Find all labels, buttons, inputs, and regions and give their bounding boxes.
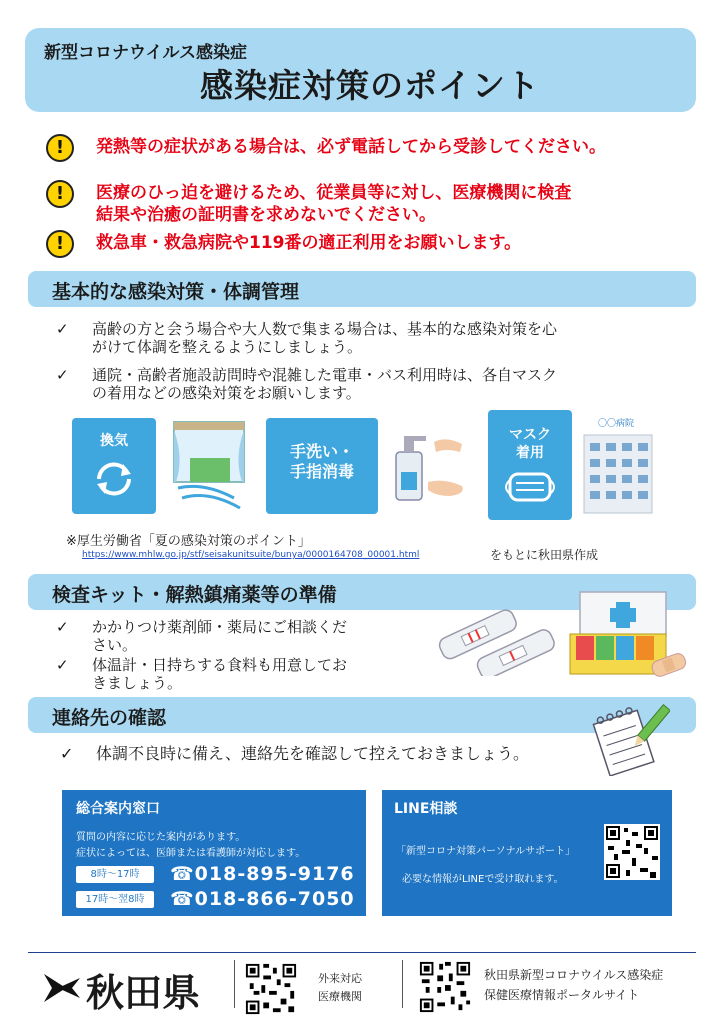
contact-line-title: LINE相談 xyxy=(394,801,458,817)
contact-line-desc: 必要な情報がLINEで受け取れます。 xyxy=(402,874,564,885)
page-title: 感染症対策のポイント xyxy=(200,66,540,105)
exclamation-icon: ! xyxy=(46,180,74,208)
bullet-line: かかりつけ薬剤師・薬局にご相談くだ xyxy=(92,618,348,636)
tile-label: マスク xyxy=(509,427,551,443)
source-link[interactable]: https://www.mhlw.go.jp/stf/seisakunitsuite/bunya/0000164708_00001.html xyxy=(82,550,420,560)
alert-text: 救急車・救急病院や119番の適正利用をお願いします。 xyxy=(96,233,522,253)
mask-tile xyxy=(488,410,572,520)
hospital-sign: 〇〇病院 xyxy=(598,419,635,429)
handwash-tile xyxy=(266,418,378,514)
section-title: 基本的な感染対策・体調管理 xyxy=(52,281,300,303)
contact-main-title: 総合案内窓口 xyxy=(76,801,160,817)
qr-label: 保健医療情報ポータルサイト xyxy=(484,988,640,1002)
first-aid-box-icon xyxy=(566,586,690,686)
exclamation-icon: ! xyxy=(46,134,74,162)
building-icon xyxy=(580,429,656,515)
phone-number[interactable]: ☎018-895-9176 xyxy=(170,863,355,885)
window-breeze-icon xyxy=(164,418,254,514)
footer-separator xyxy=(402,960,403,1008)
contact-line-box xyxy=(382,790,672,916)
akita-logo-icon xyxy=(42,970,82,1004)
contact-main-box xyxy=(62,790,366,916)
bullet-line: 体調不良時に備え、連絡先を確認して控えておきましょう。 xyxy=(96,744,529,763)
footer-separator xyxy=(234,960,235,1008)
exclamation-icon: ! xyxy=(46,230,74,258)
alert-text: 発熱等の症状がある場合は、必ず電話してから受診してください。 xyxy=(96,137,606,157)
line-qr-code[interactable] xyxy=(604,824,660,880)
contact-main-desc: 質問の内容に応じた案内があります。 xyxy=(76,832,246,843)
notepad-pencil-icon xyxy=(590,700,670,776)
bullet-line: 体温計・日持ちする食料も用意してお xyxy=(92,656,348,674)
footer-divider xyxy=(28,952,696,953)
bullet-line: 通院・高齢者施設訪問時や混雑した電車・バス利用時は、各自マスク xyxy=(92,366,558,384)
tile-label: 換気 xyxy=(100,433,128,449)
hospital-building-icon xyxy=(580,416,656,514)
phone-number[interactable]: ☎018-866-7050 xyxy=(170,888,355,910)
checkmark-icon: ✓ xyxy=(56,618,69,636)
test-kit-icon xyxy=(432,596,560,676)
source-note: ※厚生労働省「夏の感染対策のポイント」 xyxy=(66,534,311,549)
bullet-item xyxy=(60,745,600,765)
qr-label: 医療機関 xyxy=(318,990,362,1003)
bullet-item xyxy=(56,366,676,404)
bullet-item xyxy=(56,656,396,692)
header-subtitle: 新型コロナウイルス感染症 xyxy=(44,43,247,63)
clinic-qr-code[interactable] xyxy=(244,962,298,1016)
checkmark-icon: ✓ xyxy=(56,320,69,338)
contact-main-desc: 症状によっては、医師または看護師が対応します。 xyxy=(76,848,306,859)
prefecture-logo-text: 秋田県 xyxy=(86,971,201,1015)
bullet-line: さい。 xyxy=(92,636,138,654)
bullet-line: がけて体調を整えるようにしましょう。 xyxy=(92,338,363,356)
section-title: 検査キット・解熱鎮痛薬等の準備 xyxy=(52,584,337,606)
ventilation-icon xyxy=(89,454,139,504)
hours-badge: 8時〜17時 xyxy=(76,866,154,883)
checkmark-icon: ✓ xyxy=(56,366,69,384)
sanitizer-bottle-icon xyxy=(384,422,474,508)
qr-label: 秋田県新型コロナウイルス感染症 xyxy=(484,968,664,982)
tile-label: 手洗い・ xyxy=(289,442,354,461)
source-suffix: をもとに秋田県作成 xyxy=(490,548,599,562)
hours-badge: 17時〜翌8時 xyxy=(76,891,154,908)
section-title: 連絡先の確認 xyxy=(52,707,167,729)
section-header-basic-measures xyxy=(28,271,696,307)
alert-text: 結果や治癒の証明書を求めないでください。 xyxy=(96,205,436,225)
tile-label: 手指消毒 xyxy=(289,462,354,481)
bullet-line: 高齢の方と会う場合や大人数で集まる場合は、基本的な感染対策を心 xyxy=(92,320,558,338)
mask-icon xyxy=(502,470,558,504)
ventilation-tile xyxy=(72,418,156,514)
checkmark-icon: ✓ xyxy=(60,744,74,763)
bullet-item xyxy=(56,618,396,654)
bullet-line: きましょう。 xyxy=(92,674,183,692)
alert-text: 医療のひっ迫を避けるため、従業員等に対し、医療機関に検査 xyxy=(96,183,572,203)
bullet-item xyxy=(56,320,676,358)
qr-label: 外来対応 xyxy=(318,972,362,985)
bullet-line: の着用などの感染対策をお願いします。 xyxy=(92,384,361,402)
checkmark-icon: ✓ xyxy=(56,656,69,674)
contact-line-desc: 「新型コロナ対策パーソナルサポート」 xyxy=(396,846,576,857)
tile-label: 着用 xyxy=(516,445,544,461)
portal-qr-code[interactable] xyxy=(418,960,472,1014)
